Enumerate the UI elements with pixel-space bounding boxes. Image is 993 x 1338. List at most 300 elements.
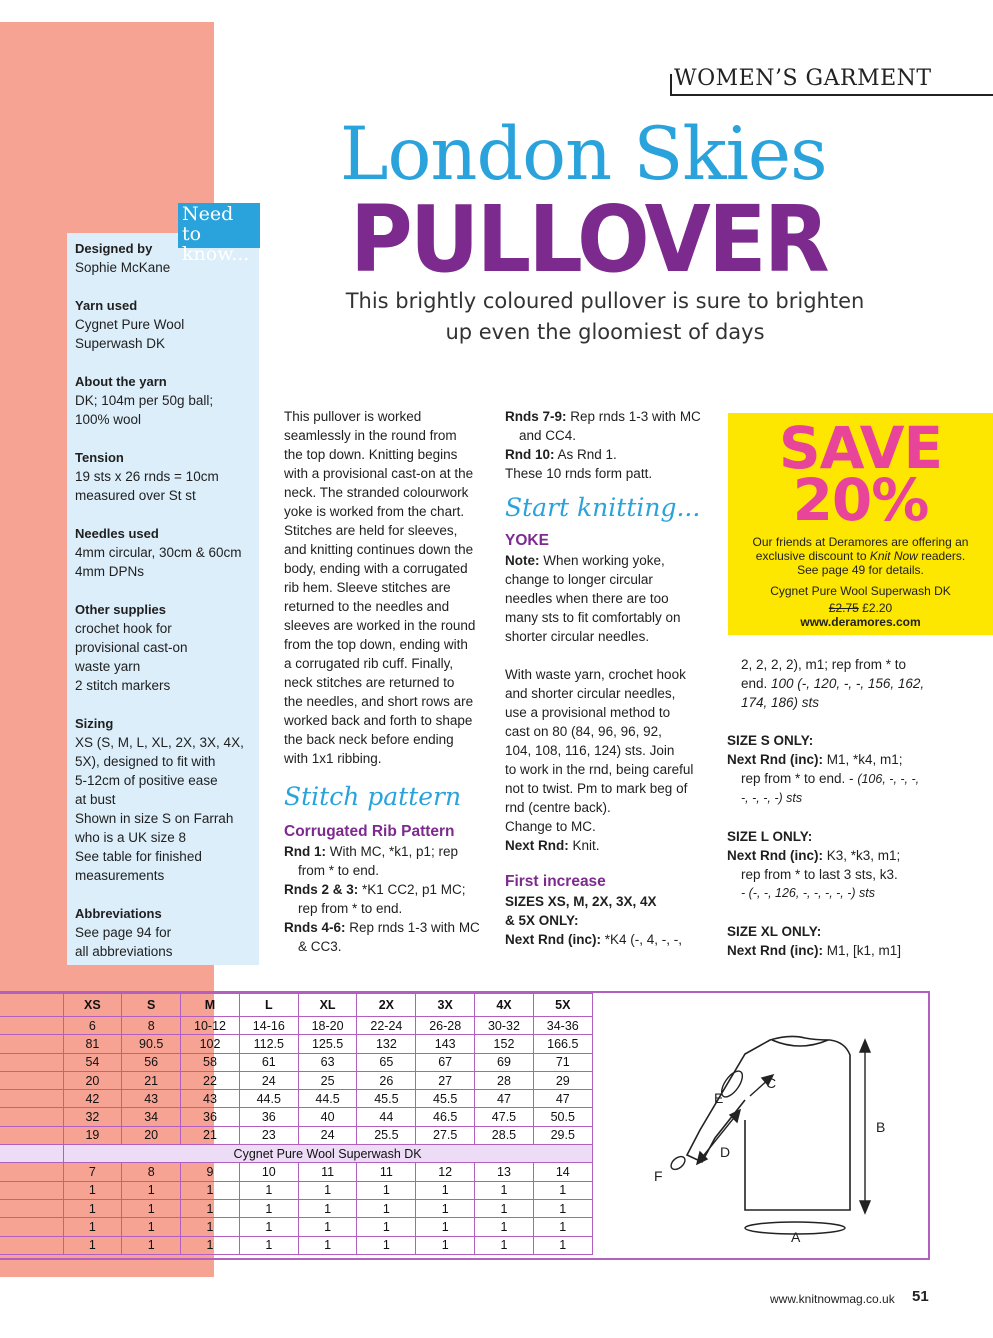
arrow-b-head-top (860, 1040, 870, 1052)
cont-text-b-italic: 100 (-, 120, -, -, 156, 162, (771, 676, 925, 691)
rnd23-text-b: rep from * to end. (298, 901, 403, 916)
yarn-label-cell: Cygnet Pure Wool Superwash DK (63, 1145, 592, 1163)
text-line: yoke is worked from the chart. (284, 504, 465, 519)
text-line: not to twist. Pm to mark beg of (505, 781, 688, 796)
table-row (0, 1163, 592, 1181)
table-cell: 23 (239, 1126, 298, 1144)
text-line: neck stitches are returned to (284, 675, 455, 690)
promo-product: Cygnet Pure Wool Superwash DK (770, 584, 951, 598)
table-cell: 14-16 (239, 1017, 298, 1035)
sidebar-heading: Other supplies (75, 602, 167, 617)
size-l-text-b: rep from * to last 3 sts, k3. (741, 867, 898, 882)
table-row (0, 1199, 592, 1217)
neckline (772, 1040, 828, 1046)
text-line: the needles, and short rows are (284, 694, 474, 709)
table-cell: 28 (475, 1071, 534, 1089)
table-cell: 125.5 (298, 1035, 357, 1053)
table-cell: 69 (475, 1053, 534, 1071)
table-cell: 54 (63, 1053, 122, 1071)
table-cell: 63 (298, 1053, 357, 1071)
table-cell: 1 (63, 1181, 122, 1199)
rnd46-label: Rnds 4-6: (284, 920, 346, 935)
size-l-text-a: K3, *k3, m1; (823, 848, 901, 863)
start-knitting-heading: Start knitting... (505, 493, 701, 522)
rnd10-label: Rnd 10: (505, 447, 555, 462)
text-line: sleeves are worked in the round (284, 618, 476, 633)
table-cell: 21 (181, 1126, 240, 1144)
table-cell: 13 (475, 1163, 534, 1181)
table-row-stub (0, 1199, 63, 1217)
sidebar-group (75, 448, 251, 505)
sidebar-heading: Designed by (75, 241, 153, 256)
table-cell: 56 (122, 1053, 181, 1071)
sidebar-line: Cygnet Pure Wool (75, 317, 185, 332)
size-s-text-c: -, -, -, -) sts (741, 791, 803, 805)
table-cell: 58 (181, 1053, 240, 1071)
table-cell: 65 (357, 1053, 416, 1071)
sidebar-line: DK; 104m per 50g ball; (75, 393, 214, 408)
text-line: With waste yarn, crochet hook (505, 667, 686, 682)
promo-text-c: See page 49 for details. (797, 563, 924, 577)
stitch-pattern-heading: Stitch pattern (284, 782, 462, 811)
section-rule-tick (670, 74, 672, 96)
rnd10-text-b: These 10 rnds form patt. (505, 466, 653, 481)
table-cell: 32 (63, 1108, 122, 1126)
table-cell: 1 (181, 1181, 240, 1199)
corrugated-rib-heading: Corrugated Rib Pattern (284, 823, 455, 840)
text-line: Stitches are held for sleeves, (284, 523, 458, 538)
table-row (0, 1017, 592, 1035)
table-cell: 1 (357, 1199, 416, 1217)
label-e: E (714, 1090, 724, 1106)
label-c: C (766, 1075, 777, 1091)
size-s-heading: SIZE S ONLY: (727, 733, 814, 748)
table-cell: S (122, 994, 181, 1017)
table-cell: 27.5 (416, 1126, 475, 1144)
sidebar-line: provisional cast-on (75, 640, 188, 655)
table-cell: 1 (239, 1236, 298, 1254)
label-b: B (876, 1119, 886, 1135)
text-line: and knitting continues down the (284, 542, 474, 557)
table-cell: 21 (122, 1071, 181, 1089)
promo-old-price: £2.75 (828, 601, 859, 615)
need-to-know-sidebar (67, 233, 259, 965)
table-cell: 40 (298, 1108, 357, 1126)
size-xl-label: Next Rnd (inc): (727, 943, 823, 958)
table-cell: 61 (239, 1053, 298, 1071)
table-cell: 1 (416, 1236, 475, 1254)
table-cell: 1 (122, 1199, 181, 1217)
table-cell: 1 (475, 1181, 534, 1199)
table-cell: 22-24 (357, 1017, 416, 1035)
table-row-stub (0, 1108, 63, 1126)
sidebar-heading: Abbreviations (75, 906, 162, 921)
rnd46-text-a: Rep rnds 1-3 with MC (345, 920, 480, 935)
text-line: use a provisional method to (505, 705, 671, 720)
table-cell: 1 (357, 1218, 416, 1236)
table-cell: 26 (357, 1071, 416, 1089)
table-cell: 24 (239, 1071, 298, 1089)
footer-url[interactable]: www.knitnowmag.co.uk (770, 1292, 895, 1306)
rnd79-label: Rnds 7-9: (505, 409, 567, 424)
table-cell: 7 (63, 1163, 122, 1181)
size-s-text-b1: rep from * to end. - (741, 771, 858, 786)
table-cell: XS (63, 994, 122, 1017)
page-number: 51 (912, 1288, 929, 1305)
table-cell: 1 (357, 1236, 416, 1254)
table-cell: 44 (357, 1108, 416, 1126)
table-cell: 67 (416, 1053, 475, 1071)
table-cell: 5X (533, 994, 592, 1017)
table-cell: 1 (416, 1181, 475, 1199)
note-paragraph (505, 570, 720, 646)
table-cell: 1 (122, 1218, 181, 1236)
promo-text-a: Our friends at Deramores are offering an (752, 535, 969, 549)
table-cell: 2X (357, 994, 416, 1017)
title-line-2: PULLOVER (350, 186, 827, 293)
table-cell: 9 (181, 1163, 240, 1181)
table-cell: 1 (533, 1218, 592, 1236)
text-line: returned to the needles and (284, 599, 450, 614)
table-row (0, 1126, 592, 1144)
text-line: rib hem. Sleeve stitches are (284, 580, 451, 595)
size-s-label: Next Rnd (inc): (727, 752, 823, 767)
table-row-stub (0, 1053, 63, 1071)
table-cell: 152 (475, 1035, 534, 1053)
table-cell: 43 (181, 1090, 240, 1108)
table-cell: 1 (63, 1236, 122, 1254)
sidebar-heading: Tension (75, 450, 124, 465)
table-cell: 20 (122, 1126, 181, 1144)
promo-text-b1: exclusive discount to (755, 549, 870, 563)
arrow-f-loop (669, 1154, 688, 1172)
table-row-stub (0, 994, 63, 1017)
next-rnd-label: Next Rnd: (505, 838, 569, 853)
table-cell: 47 (475, 1090, 534, 1108)
sidebar-line: 4mm DPNs (75, 564, 145, 579)
table-cell: 25 (298, 1071, 357, 1089)
table-cell: 44.5 (298, 1090, 357, 1108)
table-row-stub (0, 1145, 63, 1163)
note-label: Note: (505, 553, 540, 568)
sidebar-group (75, 600, 251, 695)
sidebar-line: all abbreviations (75, 944, 173, 959)
table-row (0, 1108, 592, 1126)
size-s-text-a: M1, *k4, m1; (823, 752, 903, 767)
table-cell: 1 (181, 1199, 240, 1217)
text-line: many sts to fit comfortably on (505, 610, 681, 625)
yarn-label-row (0, 1145, 592, 1163)
table-cell: 30-32 (475, 1017, 534, 1035)
table-cell: 1 (298, 1236, 357, 1254)
arrow-b-head-bottom (860, 1201, 870, 1213)
promo-new-price: £2.20 (858, 601, 893, 615)
sidebar-line: See page 94 for (75, 925, 172, 940)
table-cell: 10-12 (181, 1017, 240, 1035)
table-cell: 1 (533, 1181, 592, 1199)
table-cell: 1 (239, 1199, 298, 1217)
size-l-label: Next Rnd (inc): (727, 848, 823, 863)
table-cell: 1 (475, 1199, 534, 1217)
sidebar-heading: Sizing (75, 716, 114, 731)
table-row (0, 1218, 592, 1236)
text-line: and shorter circular needles, (505, 686, 676, 701)
text-line: change to longer circular (505, 572, 653, 587)
table-cell: 22 (181, 1071, 240, 1089)
rnd79-text-b: and CC4. (519, 428, 577, 443)
sizes-label-b: & 5X ONLY: (505, 913, 579, 928)
subtitle: This brightly coloured pullover is sure to brighten up even the gloomiest of days (345, 289, 865, 344)
rnd23-text-a: *K1 CC2, p1 MC; (358, 882, 466, 897)
table-cell: 42 (63, 1090, 122, 1108)
table-cell: 11 (298, 1163, 357, 1181)
table-cell: 1 (181, 1218, 240, 1236)
note-text-a: When working yoke, (539, 553, 665, 568)
sidebar-line: 5X), designed to fit with (75, 754, 216, 769)
table-cell: 29 (533, 1071, 592, 1089)
table-cell: 1 (533, 1236, 592, 1254)
size-l-heading: SIZE L ONLY: (727, 829, 813, 844)
intro-paragraph (284, 407, 494, 768)
size-l-text-c: - (-, -, 126, -, -, -, -, -) sts (741, 886, 876, 900)
text-line: Change to MC. (505, 819, 596, 834)
column-3 (727, 655, 957, 960)
table-cell: 34-36 (533, 1017, 592, 1035)
table-cell: 4X (475, 994, 534, 1017)
inc-text-a: *K4 (-, 4, -, -, (601, 932, 683, 947)
table-row-stub (0, 1071, 63, 1089)
table-cell: 43 (122, 1090, 181, 1108)
table-row (0, 1090, 592, 1108)
table-cell: 47 (533, 1090, 592, 1108)
promo-percent: 20% (792, 466, 929, 534)
table-row (0, 1053, 592, 1071)
table-cell: 44.5 (239, 1090, 298, 1108)
sidebar-line: See table for finished (75, 849, 202, 864)
table-cell: 81 (63, 1035, 122, 1053)
table-cell: 1 (533, 1199, 592, 1217)
rnd10-text-a: As Rnd 1. (554, 447, 617, 462)
table-cell: 36 (239, 1108, 298, 1126)
table-row-stub (0, 1163, 63, 1181)
table-cell: 1 (63, 1218, 122, 1236)
rnd79-text-a: Rep rnds 1-3 with MC (566, 409, 701, 424)
sidebar-group (75, 372, 251, 429)
text-line: rnd (centre back). (505, 800, 611, 815)
column-1 (284, 407, 494, 956)
table-cell: 166.5 (533, 1035, 592, 1053)
table-cell: 34 (122, 1108, 181, 1126)
sidebar-line: 100% wool (75, 412, 142, 427)
table-cell: 1 (63, 1199, 122, 1217)
table-cell: 1 (475, 1236, 534, 1254)
table-row-stub (0, 1035, 63, 1053)
table-cell: 11 (357, 1163, 416, 1181)
sidebar-line: measurements (75, 868, 165, 883)
table-cell: 27 (416, 1071, 475, 1089)
need-to-know-tab: Need to know... (178, 203, 260, 248)
rnd46-text-b: & CC3. (298, 939, 342, 954)
table-row (0, 1071, 592, 1089)
table-cell: 45.5 (416, 1090, 475, 1108)
table-cell: 28.5 (475, 1126, 534, 1144)
label-f: F (654, 1168, 663, 1184)
cont-text-b1: end. (741, 676, 772, 691)
text-line: 104, 108, 116, 124) sts. Join (505, 743, 675, 758)
table-row-stub (0, 1126, 63, 1144)
column-2 (505, 407, 720, 949)
garment-outline (687, 1036, 850, 1210)
table-cell: M (181, 994, 240, 1017)
text-line: the top down. Knitting begins (284, 447, 458, 462)
text-line: neck. The stranded colourwork (284, 485, 469, 500)
table-cell: 12 (416, 1163, 475, 1181)
section-label: WOMEN’S GARMENT (674, 66, 932, 91)
section-rule (670, 94, 993, 96)
sidebar-line: 4mm circular, 30cm & 60cm (75, 545, 242, 560)
table-row-stub (0, 1181, 63, 1199)
table-cell: 132 (357, 1035, 416, 1053)
rnd1-label: Rnd 1: (284, 844, 326, 859)
table-cell: 1 (298, 1181, 357, 1199)
table-cell: 112.5 (239, 1035, 298, 1053)
text-line: seamlessly in the round from (284, 428, 457, 443)
table-cell: 10 (239, 1163, 298, 1181)
table-cell: 8 (122, 1017, 181, 1035)
cont-text-a: 2, 2, 2, 2), m1; rep from * to (741, 657, 907, 672)
table-cell: 14 (533, 1163, 592, 1181)
table-cell: 1 (181, 1236, 240, 1254)
promo-save: SAVE (778, 414, 943, 482)
sidebar-line: Shown in size S on Farrah (75, 811, 234, 826)
sidebar-line: 2 stitch markers (75, 678, 171, 693)
sidebar-heading: Needles used (75, 526, 159, 541)
promo-url-link[interactable]: www.deramores.com (800, 615, 921, 629)
sidebar-heading: Yarn used (75, 298, 138, 313)
table-row (0, 1035, 592, 1053)
table-cell: 8 (122, 1163, 181, 1181)
sidebar-group (75, 904, 251, 961)
table-cell: 18-20 (298, 1017, 357, 1035)
text-line: cast on 80 (84, 96, 96, 92, (505, 724, 662, 739)
text-line: the back neck before ending (284, 732, 454, 747)
table-cell: 71 (533, 1053, 592, 1071)
sidebar-line: 19 sts x 26 rnds = 10cm (75, 469, 219, 484)
text-line: This pullover is worked (284, 409, 422, 424)
table-cell: 1 (239, 1181, 298, 1199)
table-cell: 3X (416, 994, 475, 1017)
table-cell: 19 (63, 1126, 122, 1144)
table-cell: 1 (239, 1218, 298, 1236)
next-rnd-text: Knit. (568, 838, 600, 853)
table-row-stub (0, 1017, 63, 1035)
sidebar-line: 5-12cm of positive ease (75, 773, 218, 788)
table-row-stub (0, 1090, 63, 1108)
table-cell: 50.5 (533, 1108, 592, 1126)
sidebar-line: Superwash DK (75, 336, 166, 351)
promo-magazine-name: Knit Now (869, 549, 918, 563)
sizes-label-a: SIZES XS, M, 2X, 3X, 4X (505, 894, 657, 909)
cont-text-c: 174, 186) sts (741, 695, 820, 710)
table-cell: 46.5 (416, 1108, 475, 1126)
table-row-stub (0, 1218, 63, 1236)
deramores-promo-box (728, 413, 993, 635)
text-line: shorter circular needles. (505, 629, 650, 644)
sidebar-line: measured over St st (75, 488, 196, 503)
garment-schematic (640, 1020, 920, 1250)
sidebar-line: at bust (75, 792, 116, 807)
table-cell: 1 (475, 1218, 534, 1236)
text-line: body, ending with a corrugated (284, 561, 468, 576)
text-line: needles when there are too (505, 591, 669, 606)
table-row-stub (0, 1236, 63, 1254)
text-line: a corrugated rib cuff. Finally, (284, 656, 454, 671)
rnd23-label: Rnds 2 & 3: (284, 882, 359, 897)
rnd1-text-a: With MC, *k1, p1; rep (326, 844, 459, 859)
table-cell: 26-28 (416, 1017, 475, 1035)
label-d: D (720, 1144, 731, 1160)
table-cell: 47.5 (475, 1108, 534, 1126)
promo-text-b2: readers. (917, 549, 966, 563)
text-line: worked back and forth to shape (284, 713, 473, 728)
size-table (0, 993, 593, 1255)
table-cell: XL (298, 994, 357, 1017)
sidebar-line: XS (S, M, L, XL, 2X, 3X, 4X, (75, 735, 244, 750)
table-cell: 25.5 (357, 1126, 416, 1144)
sidebar-line: Sophie McKane (75, 260, 171, 275)
text-line: from the top down, ending with (284, 637, 468, 652)
table-cell: 36 (181, 1108, 240, 1126)
first-increase-heading: First increase (505, 873, 606, 890)
table-row (0, 1181, 592, 1199)
text-line: with a provisional cast-on at the (284, 466, 474, 481)
rnd1-text-b: from * to end. (298, 863, 380, 878)
table-cell: 29.5 (533, 1126, 592, 1144)
table-cell: 1 (416, 1218, 475, 1236)
yoke-heading: YOKE (505, 532, 549, 549)
sidebar-line: who is a UK size 8 (75, 830, 187, 845)
label-a: A (791, 1229, 801, 1245)
sidebar-group (75, 524, 251, 581)
text-line: to work in the rnd, being careful (505, 762, 694, 777)
sidebar-group (75, 714, 251, 885)
size-xl-heading: SIZE XL ONLY: (727, 924, 822, 939)
size-xl-text-a: M1, [k1, m1] (823, 943, 902, 958)
table-cell: 1 (357, 1181, 416, 1199)
table-cell: 90.5 (122, 1035, 181, 1053)
title-line-1: London Skies (340, 112, 827, 197)
table-cell: 1 (416, 1199, 475, 1217)
table-cell: 143 (416, 1035, 475, 1053)
sidebar-line: crochet hook for (75, 621, 172, 636)
cast-on-paragraph (505, 665, 720, 836)
table-row (0, 1236, 592, 1254)
table-cell: 1 (298, 1218, 357, 1236)
sidebar-heading: About the yarn (75, 374, 167, 389)
table-cell: 45.5 (357, 1090, 416, 1108)
table-cell: 24 (298, 1126, 357, 1144)
sidebar-line: waste yarn (75, 659, 141, 674)
table-cell: 6 (63, 1017, 122, 1035)
sidebar-group (75, 296, 251, 353)
table-cell: 1 (122, 1236, 181, 1254)
table-cell: 1 (298, 1199, 357, 1217)
table-cell: 1 (122, 1181, 181, 1199)
text-line: with 1x1 ribbing. (284, 751, 382, 766)
table-cell: L (239, 994, 298, 1017)
size-s-text-b-italic: (106, -, -, -, (857, 772, 920, 786)
inc-label: Next Rnd (inc): (505, 932, 601, 947)
